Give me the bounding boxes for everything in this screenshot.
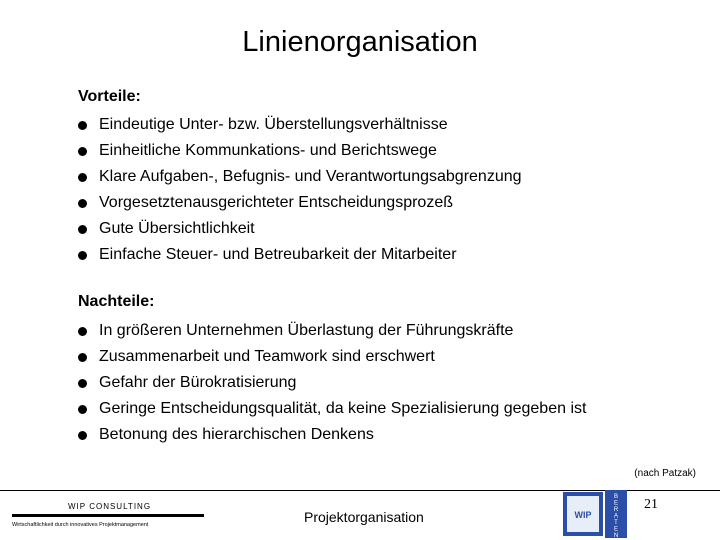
logo-letter: E: [613, 526, 619, 533]
source-note: (nach Patzak): [634, 468, 696, 479]
bullet-icon: [78, 199, 87, 208]
bullet-icon: [78, 147, 87, 156]
list-item: Einfache Steuer- und Betreubarkeit der Mitarbeiter: [78, 242, 522, 268]
company-tagline: Wirtschaftlichkeit durch innovatives Projektmanagement: [12, 522, 149, 528]
bullet-icon: [78, 327, 87, 336]
bullet-icon: [78, 173, 87, 182]
list-item: Vorgesetztenausgerichteter Entscheidungsprozeß: [78, 190, 522, 216]
slide-title: Linienorganisation: [242, 26, 478, 58]
logo-letter: T: [614, 520, 618, 526]
advantages-heading: Vorteile:: [78, 88, 141, 105]
bullet-icon: [78, 353, 87, 362]
disadvantages-list: [78, 318, 586, 448]
list-item: Gute Übersichtlichkeit: [78, 216, 522, 242]
disadvantages-heading: Nachteile:: [78, 293, 155, 310]
list-item: Einheitliche Kommunkations- und Berichtswege: [78, 138, 522, 164]
logo-text: WIP: [574, 510, 592, 520]
logo-letter: E: [613, 500, 619, 507]
list-item: Eindeutige Unter- bzw. Überstellungsverhältnisse: [78, 112, 522, 138]
logo-letter: A: [613, 513, 619, 520]
bullet-icon: [78, 379, 87, 388]
bullet-icon: [78, 121, 87, 130]
bullet-icon: [78, 225, 87, 234]
bullet-icon: [78, 405, 87, 414]
list-item: Geringe Entscheidungsqualität, da keine Spezialisierung gegeben ist: [78, 396, 586, 422]
list-item: Zusammenarbeit und Teamwork sind erschwert: [78, 344, 586, 370]
wip-logo-icon: [563, 490, 629, 538]
page-number: 21: [644, 497, 658, 512]
footer-title: Projektorganisation: [304, 509, 424, 525]
bullet-icon: [78, 251, 87, 260]
list-item: Gefahr der Bürokratisierung: [78, 370, 586, 396]
list-item: In größeren Unternehmen Überlastung der Führungskräfte: [78, 318, 586, 344]
bullet-icon: [78, 431, 87, 440]
logo-letter: R: [613, 507, 619, 513]
logo-letter: B: [613, 494, 619, 500]
logo-letter: N: [613, 533, 619, 538]
advantages-list: [78, 112, 522, 268]
list-item: Klare Aufgaben-, Befugnis- und Verantwortungsabgrenzung: [78, 164, 522, 190]
company-name: WIP CONSULTING: [68, 502, 152, 511]
list-item: Betonung des hierarchischen Denkens: [78, 422, 586, 448]
company-underline: [12, 514, 204, 517]
